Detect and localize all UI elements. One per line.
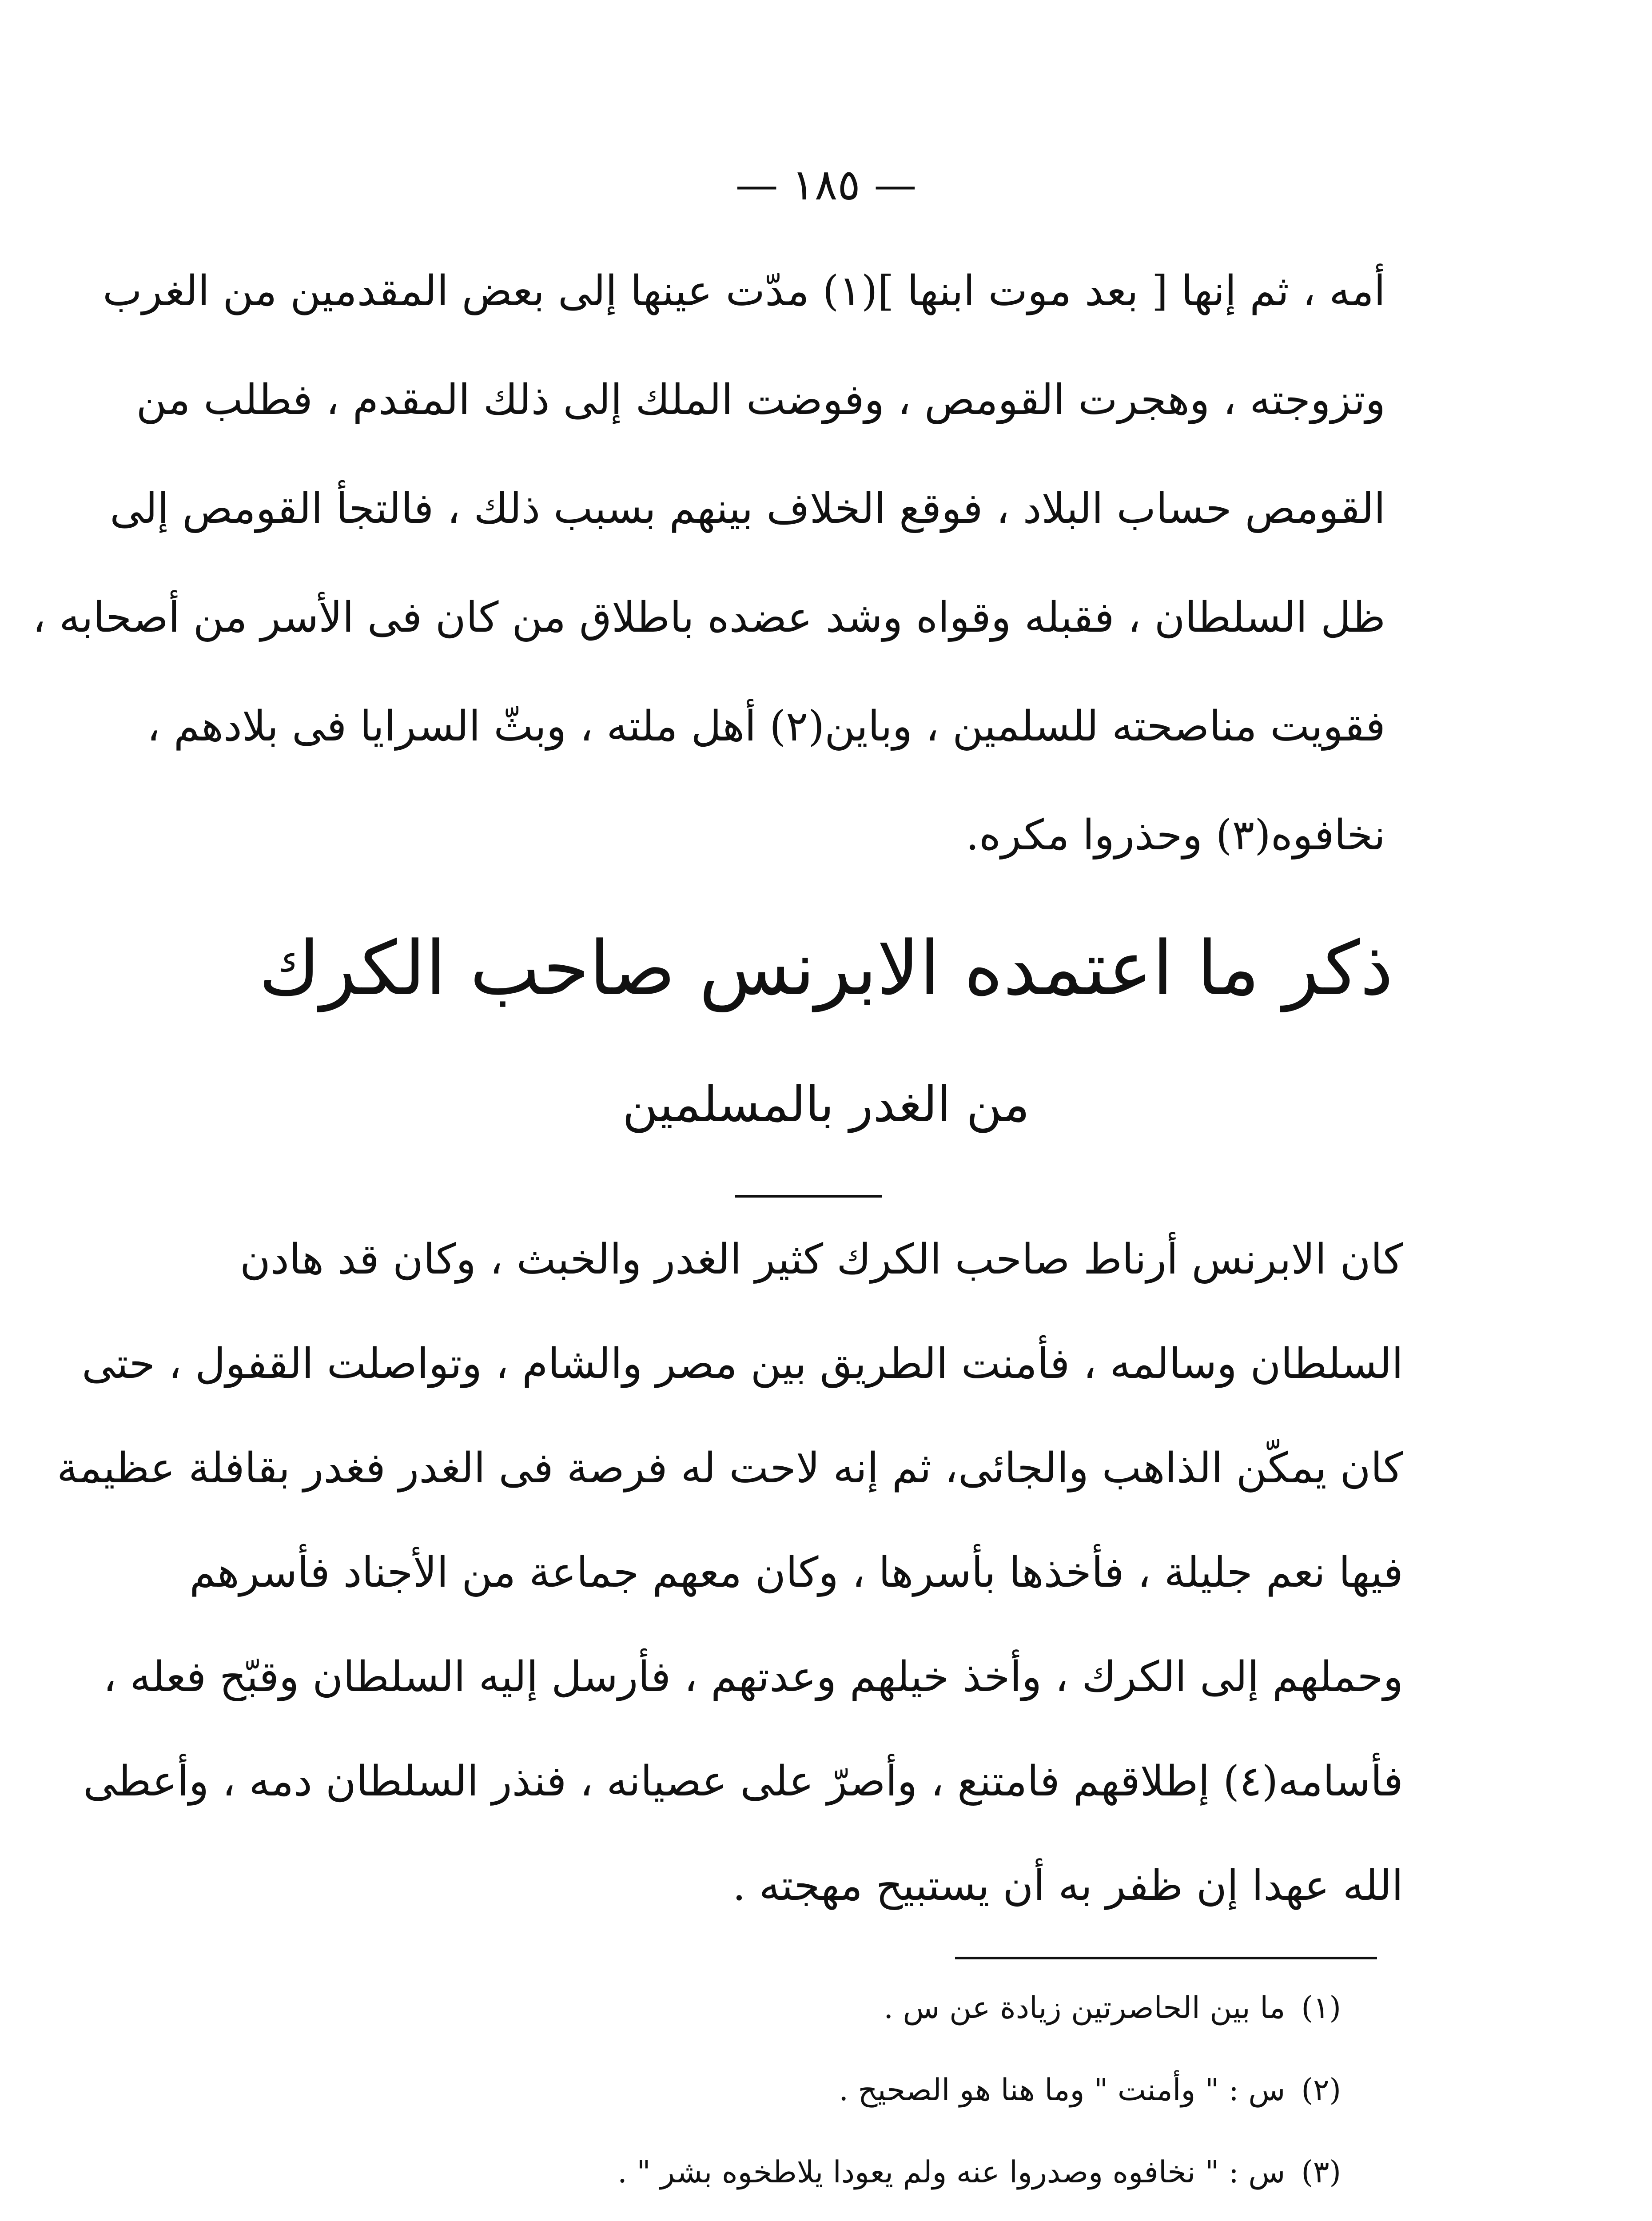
paragraph-2-line-5: وحملهم إلى الكرك ، وأخذ خيلهم وعدتهم ، فأرسل إليه السلطان وقبّح فعله ،: [103, 1653, 1403, 1701]
footnote-1-text: ما بين الحاصرتين زيادة عن س .: [884, 1990, 1286, 2026]
footnote-2: [839, 2072, 1341, 2109]
footnote-2-number: (٢): [1301, 2073, 1341, 2108]
paragraph-2-line-6: فأسامه(٤) إطلاقهم فامتنع ، وأصرّ على عصيانه ، فنذر السلطان دمه ، وأعطى: [83, 1757, 1403, 1806]
section-title: ذكر ما اعتمده الابرنس صاحب الكرك: [259, 925, 1393, 1012]
paragraph-1-line-5: فقويت مناصحته للسلمين ، وباين(٢) أهل ملته ، وبثّ السرايا فى بلادهم ،: [147, 702, 1385, 751]
page-number: — ١٨٥ —: [735, 160, 917, 210]
section-subtitle: من الغدر بالمسلمين: [622, 1076, 1030, 1133]
paragraph-2: [57, 1235, 1403, 1946]
paragraph-1-line-1: أمه ، ثم إنها [ بعد موت ابنها ](١) مدّت عينها إلى بعض المقدمين من الغرب: [103, 267, 1385, 315]
paragraph-2-line-7: الله عهدا إن ظفر به أن يستبيح مهجته .: [732, 1862, 1403, 1910]
title-divider: [735, 1195, 882, 1198]
footnote-2-text: س : " وأمنت " وما هنا هو الصحيح .: [839, 2073, 1286, 2108]
paragraph-1-line-6: نخافوه(٣) وحذروا مكره.: [966, 811, 1385, 860]
footnote-divider: [955, 1957, 1377, 1959]
paragraph-2-line-1: كان الابرنس أرناط صاحب الكرك كثير الغدر والخبث ، وكان قد هادن: [240, 1235, 1403, 1284]
paragraph-1-line-4: ظل السلطان ، فقبله وقواه وشد عضده باطلاق من كان فى الأسر من أصحابه ،: [32, 593, 1385, 642]
paragraph-1-line-3: القومص حساب البلاد ، فوقع الخلاف بينهم بسبب ذلك ، فالتجأ القومص إلى: [110, 485, 1385, 533]
footnote-3: [617, 2154, 1341, 2191]
footnote-1: [884, 1990, 1341, 2026]
paragraph-2-line-2: السلطان وسالمه ، فأمنت الطريق بين مصر والشام ، وتواصلت القفول ، حتى: [82, 1340, 1403, 1388]
footnote-1-number: (١): [1301, 1990, 1341, 2026]
footnote-3-number: (٣): [1301, 2155, 1341, 2190]
paragraph-2-line-3: كان يمكّن الذاهب والجائى، ثم إنه لاحت له فرصة فى الغدر فغدر بقافلة عظيمة: [57, 1444, 1403, 1493]
paragraph-2-line-4: فيها نعم جليلة ، فأخذها بأسرها ، وكان معهم جماعة من الأجناد فأسرهم: [189, 1548, 1403, 1597]
paragraph-1: [32, 267, 1385, 871]
footnote-3-text: س : " نخافوه وصدروا عنه ولم يعودا يلاطخوه بشر " .: [617, 2155, 1286, 2190]
paragraph-1-line-2: وتزوجته ، وهجرت القومص ، وفوضت الملك إلى ذلك المقدم ، فطلب من: [136, 376, 1385, 424]
